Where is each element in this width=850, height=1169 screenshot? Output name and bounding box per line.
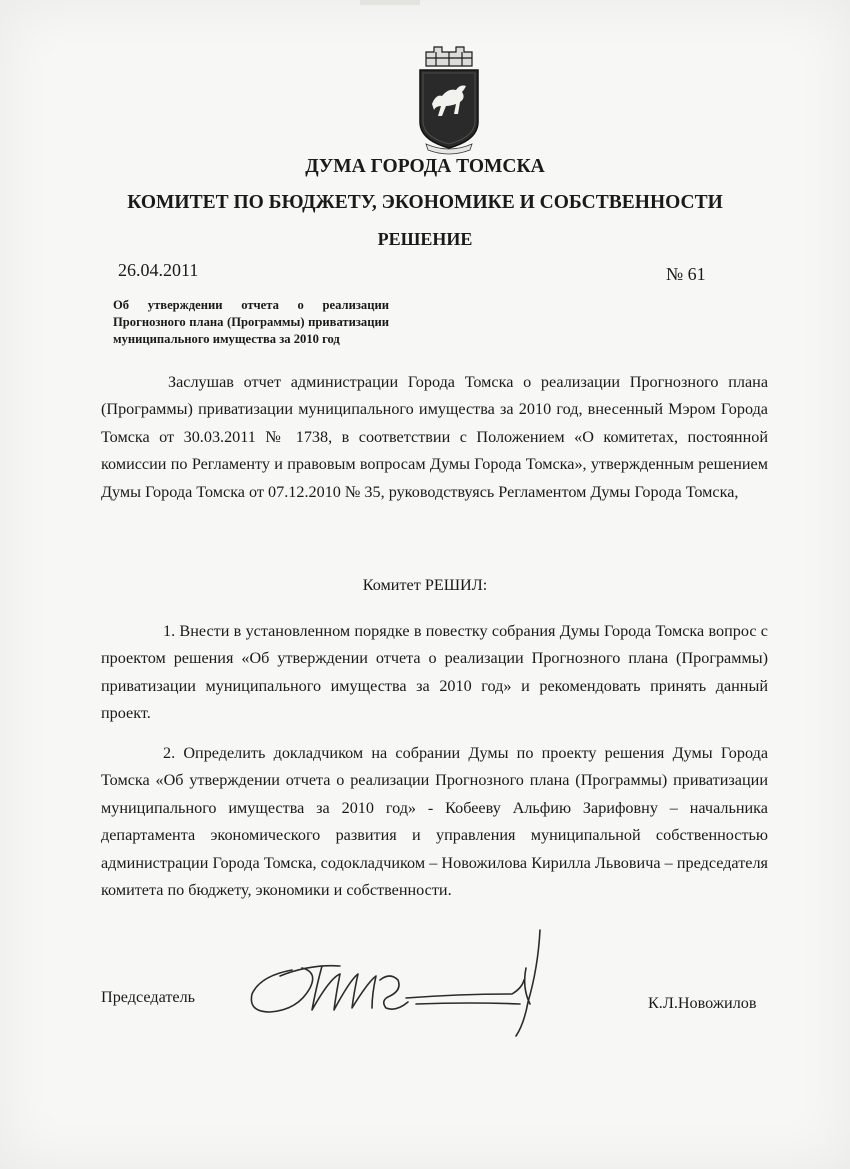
decision-subject: Об утверждении отчета о реализации Прогнозного плана (Программы) приватизации муниципального имущества за 2010 год [113, 298, 389, 346]
handwritten-signature [240, 928, 570, 1038]
resolved-heading: Комитет РЕШИЛ: [362, 576, 488, 594]
resolution-item-2: 2. Определить докладчиком на собрании Думы по проекту решения Думы Города Томска «Об утверждении отчета о реализации Прогнозного плана (Программы) приватизации муниципального имущества за 2010 год» - Кобееву Альфию Зарифовну – начальника департамента экономического развития и управления муниципальной собственностью администрации Города Томска, содокладчиком – Новожилова Кирилла Львовича – председателя комитета по бюджету, экономики и собственности. [101, 744, 768, 900]
decision-number: № 61 [666, 264, 706, 284]
preamble-paragraph: Заслушав отчет администрации Города Томска о реализации Прогнозного плана (Программы) приватизации муниципального имущества за 2010 год, внесенный Мэром Города Томска от 30.03.2011 № 1738, в соответствии с Положением «О комитетах, постоянной комиссии по Регламенту и правовым вопросам Думы Города Томска», утвержденным решением Думы Города Томска от 07.12.2010 № 35, руководствуясь Регламентом Думы Города Томска, [101, 373, 768, 501]
scan-artifact [360, 0, 420, 5]
duma-title: ДУМА ГОРОДА ТОМСКА [305, 156, 545, 177]
resolution-item-1: 1. Внести в установленном порядке в повестку собрания Думы Города Томска вопрос с проектом решения «Об утверждении отчета о реализации Прогнозного плана (Программы) приватизации муниципального имущества за 2010 год» и рекомендовать принять данный проект. [101, 622, 768, 723]
document-type: РЕШЕНИЕ [377, 229, 473, 249]
signatory-role: Председатель [101, 988, 196, 1006]
decision-date: 26.04.2011 [118, 260, 199, 280]
coat-of-arms-icon [412, 44, 486, 156]
committee-title: КОМИТЕТ ПО БЮДЖЕТУ, ЭКОНОМИКЕ И СОБСТВЕННОСТИ [127, 192, 723, 213]
signatory-name: К.Л.Новожилов [648, 994, 757, 1012]
